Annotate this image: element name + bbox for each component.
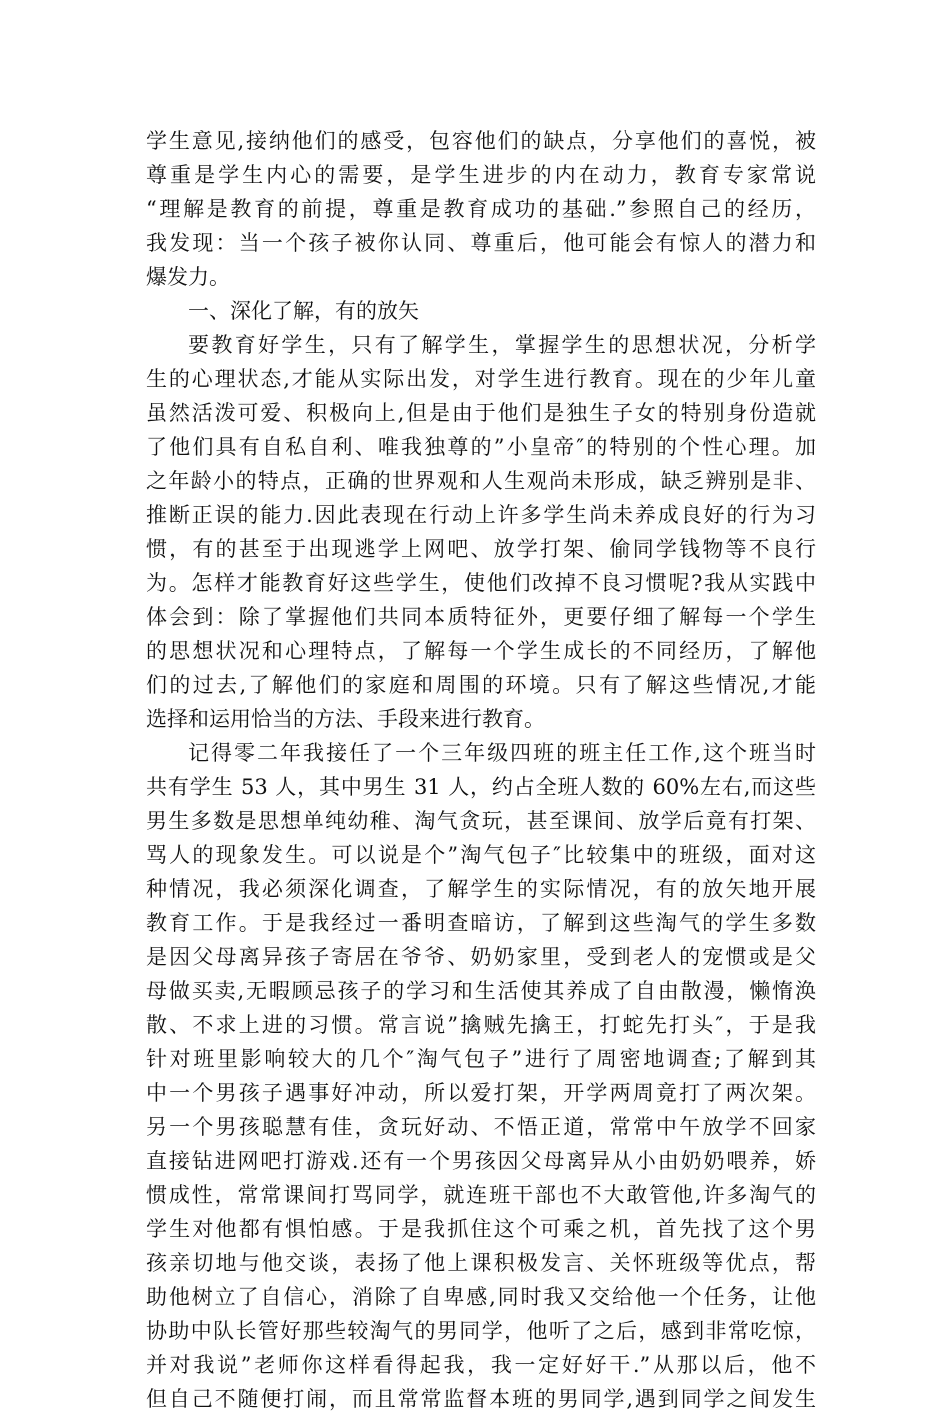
text-line: “理解是教育的前提，尊重是教育成功的基础.”参照自己的经历，: [146, 197, 816, 221]
text-line: 助他树立了自信心，消除了自卑感,同时我又交给他一个任务，让他: [146, 1285, 816, 1309]
text-line: 为。怎样才能教育好这些学生，使他们改掉不良习惯呢?我从实践中: [146, 571, 816, 595]
text-line: 选择和运用恰当的方法、手段来进行教育。: [146, 707, 545, 731]
body-text: [146, 124, 816, 1416]
text-line: 共有学生 53 人，其中男生 31 人，约占全班人数的 60%左右,而这些: [146, 775, 816, 799]
text-line: 惯成性，常常课间打骂同学，就连班干部也不大敢管他,许多淘气的: [146, 1183, 816, 1207]
paragraph-first-line: 一、深化了解，有的放矢: [188, 299, 419, 323]
text-line: 男生多数是思想单纯幼稚、淘气贪玩，甚至课间、放学后竟有打架、: [146, 809, 816, 833]
text-line: 的思想状况和心理特点，了解每一个学生成长的不同经历，了解他: [146, 639, 816, 663]
text-line: 孩亲切地与他交谈，表扬了他上课积极发言、关怀班级等优点，帮: [146, 1251, 816, 1275]
text-line: 中一个男孩子遇事好冲动，所以爱打架，开学两周竟打了两次架。: [146, 1081, 816, 1105]
text-line: 之年龄小的特点，正确的世界观和人生观尚未形成，缺乏辨别是非、: [146, 469, 816, 493]
text-line: 虽然活泼可爱、积极向上,但是由于他们是独生子女的特别身份造就: [146, 401, 816, 425]
text-line: 体会到：除了掌握他们共同本质特征外，更要仔细了解每一个学生: [146, 605, 816, 629]
text-line: 们的过去,了解他们的家庭和周围的环境。只有了解这些情况,才能: [146, 673, 816, 697]
text-line: 骂人的现象发生。可以说是个”淘气包子″比较集中的班级，面对这: [146, 843, 816, 867]
text-line: 母做买卖,无暇顾忌孩子的学习和生活使其养成了自由散漫，懒惰涣: [146, 979, 816, 1003]
text-line: 教育工作。于是我经过一番明查暗访，了解到这些淘气的学生多数: [146, 911, 816, 935]
text-line: 学生对他都有惧怕感。于是我抓住这个可乘之机，首先找了这个男: [146, 1217, 816, 1241]
text-line: 我发现：当一个孩子被你认同、尊重后，他可能会有惊人的潜力和: [146, 231, 816, 255]
text-line: 了他们具有自私自利、唯我独尊的”小皇帝″的特别的个性心理。加: [146, 435, 816, 459]
text-line: 并对我说”老师你这样看得起我，我一定好好干.”从那以后，他不: [146, 1353, 816, 1377]
text-line: 散、不求上进的习惯。常言说”擒贼先擒王，打蛇先打头″，于是我: [146, 1013, 816, 1037]
text-line: 但自己不随便打闹，而且常常监督本班的男同学,遇到同学之间发生: [146, 1387, 816, 1411]
text-line: 协助中队长管好那些较淘气的男同学，他听了之后，感到非常吃惊，: [146, 1319, 816, 1343]
text-line: 尊重是学生内心的需要，是学生进步的内在动力，教育专家常说: [146, 163, 816, 187]
text-line: 种情况，我必须深化调查，了解学生的实际情况，有的放矢地开展: [146, 877, 816, 901]
text-line: 另一个男孩聪慧有佳，贪玩好动、不悟正道，常常中午放学不回家: [146, 1115, 816, 1139]
text-line: 针对班里影响较大的几个″淘气包子”进行了周密地调查;了解到其: [146, 1047, 816, 1071]
text-line: 学生意见,接纳他们的感受，包容他们的缺点，分享他们的喜悦，被: [146, 129, 816, 153]
text-line: 惯，有的甚至于出现逃学上网吧、放学打架、偷同学钱物等不良行: [146, 537, 816, 561]
text-line: 爆发力。: [146, 265, 230, 289]
text-line: 推断正误的能力.因此表现在行动上许多学生尚未养成良好的行为习: [146, 503, 816, 527]
text-line: 直接钻进网吧打游戏.还有一个男孩因父母离异从小由奶奶喂养，娇: [146, 1149, 816, 1173]
text-line: 是因父母离异孩子寄居在爷爷、奶奶家里，受到老人的宠惯或是父: [146, 945, 816, 969]
paragraph-first-line: 记得零二年我接任了一个三年级四班的班主任工作,这个班当时: [188, 741, 816, 765]
paragraph-first-line: 要教育好学生，只有了解学生，掌握学生的思想状况，分析学: [188, 333, 816, 357]
text-line: 生的心理状态,才能从实际出发，对学生进行教育。现在的少年儿童: [146, 367, 816, 391]
